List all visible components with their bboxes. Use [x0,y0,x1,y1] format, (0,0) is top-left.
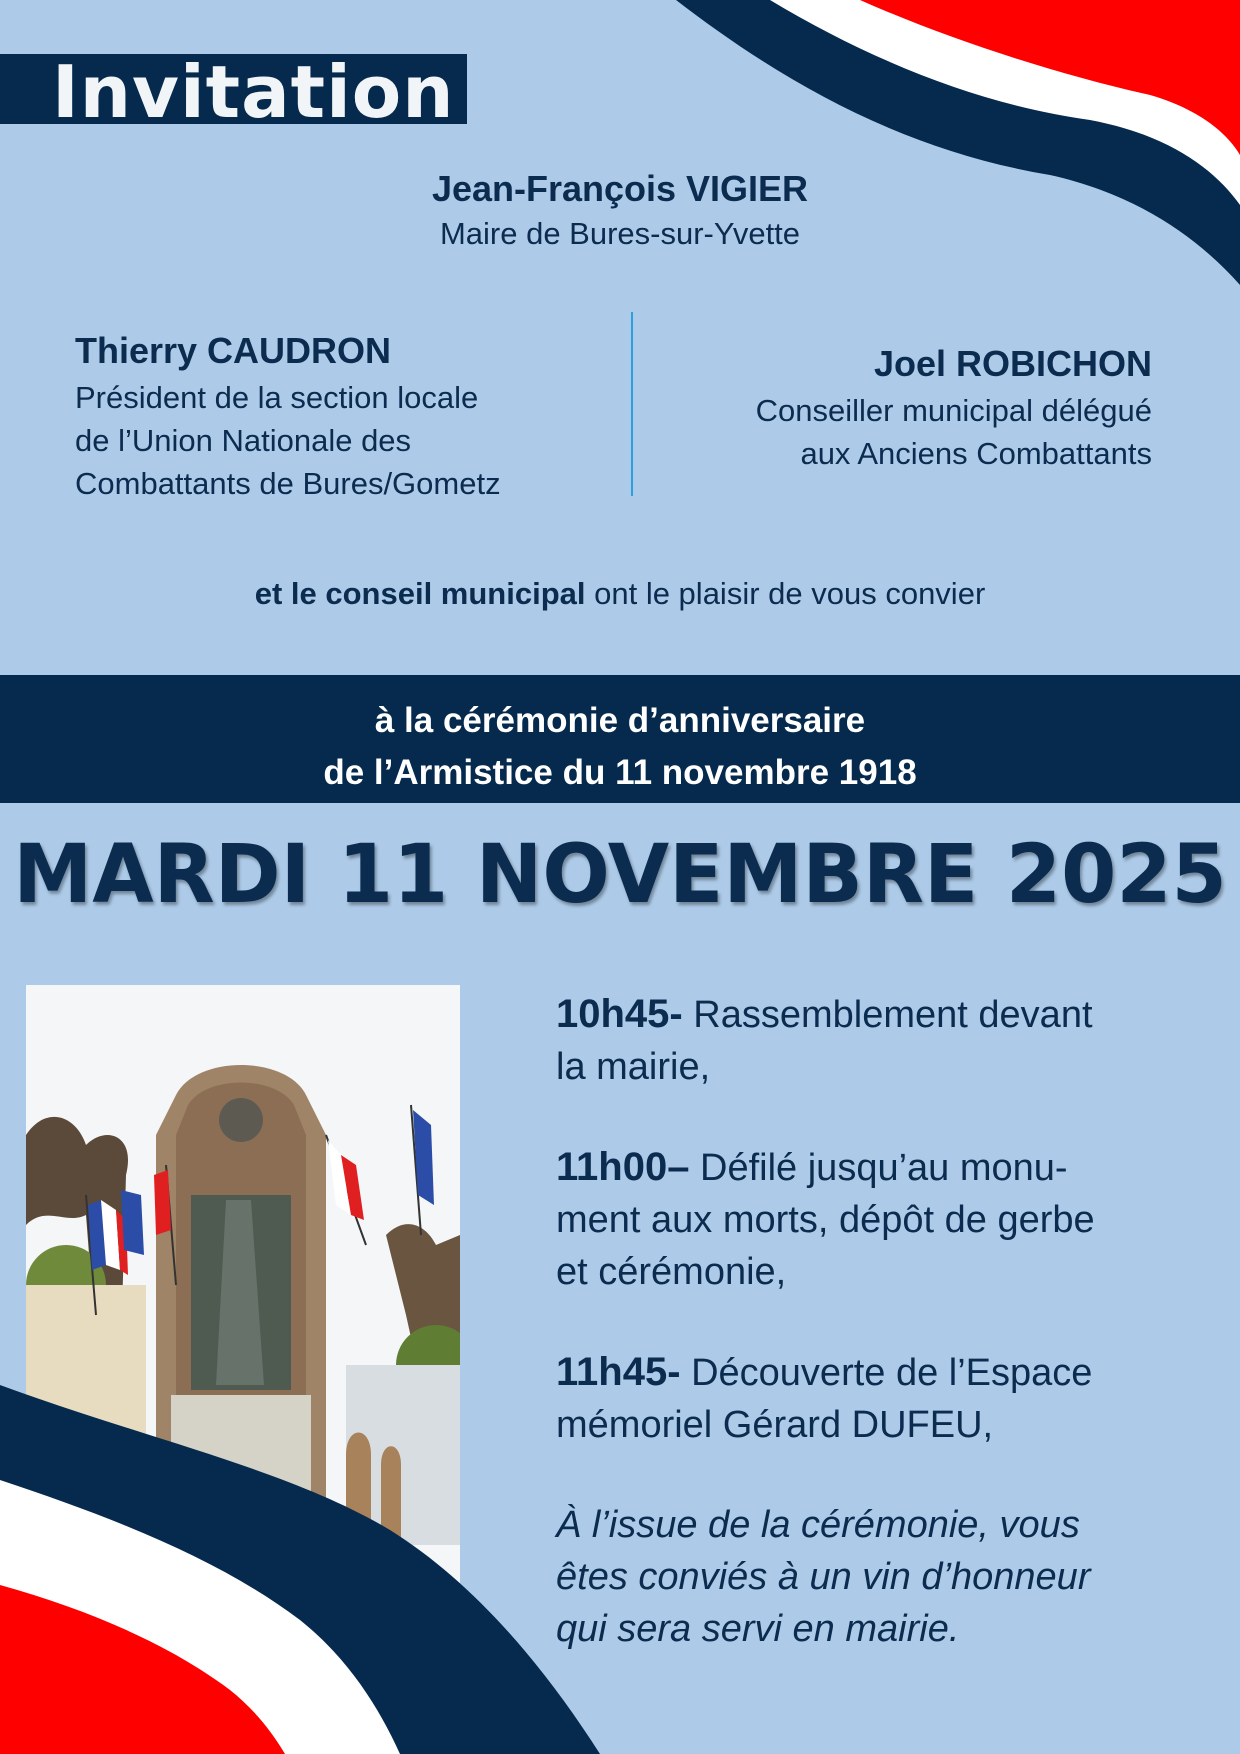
right-person-role-line: Conseiller municipal délégué [755,393,1152,428]
schedule-time: 11h45- [556,1350,681,1394]
schedule [556,988,1156,1703]
mayor-name: Jean-François VIGIER [431,168,809,209]
right-person-role-line: aux Anciens Combattants [800,436,1152,471]
invite-bold: et le conseil municipal [254,576,586,611]
title-text: Invitation [52,50,455,134]
schedule-time: 11h00– [556,1145,690,1189]
ceremony-line-2: de l’Armistice du 11 novembre 1918 [323,753,917,792]
schedule-item [556,1346,1156,1451]
left-person-role-line: Président de la section locale [75,380,479,415]
closing-line: qui sera servi en mairie. [556,1608,960,1650]
schedule-time: 10h45- [556,992,683,1036]
closing-line: êtes conviés à un vin d’honneur [556,1556,1091,1598]
schedule-text: et cérémonie, [556,1251,787,1293]
ceremony-line-1: à la cérémonie d’anniversaire [374,701,866,740]
schedule-text: Découverte de l’Espace [680,1352,1093,1394]
left-person-name: Thierry CAUDRON [75,330,392,371]
closing-line: À l’issue de la cérémonie, vous [556,1504,1080,1546]
left-person-role-line: Combattants de Bures/Gometz [75,466,501,501]
right-person-name: Joel ROBICHON [873,343,1152,384]
left-person-role-line: de l’Union Nationale des [75,423,412,458]
mayor-role: Maire de Bures-sur-Yvette [439,216,801,251]
schedule-text: ment aux morts, dépôt de gerbe [556,1199,1095,1241]
event-date: MARDI 11 NOVEMBRE 2025 [13,828,1227,922]
schedule-item [556,988,1156,1093]
schedule-item [556,1141,1156,1298]
schedule-text: mémoriel Gérard DUFEU, [556,1404,994,1446]
invite-rest: ont le plaisir de vous convier [585,576,986,611]
schedule-text: la mairie, [556,1046,711,1088]
schedule-text: Rassemblement devant [682,994,1093,1036]
schedule-text: Défilé jusqu’au monu- [689,1147,1068,1189]
closing-note [556,1499,1156,1655]
